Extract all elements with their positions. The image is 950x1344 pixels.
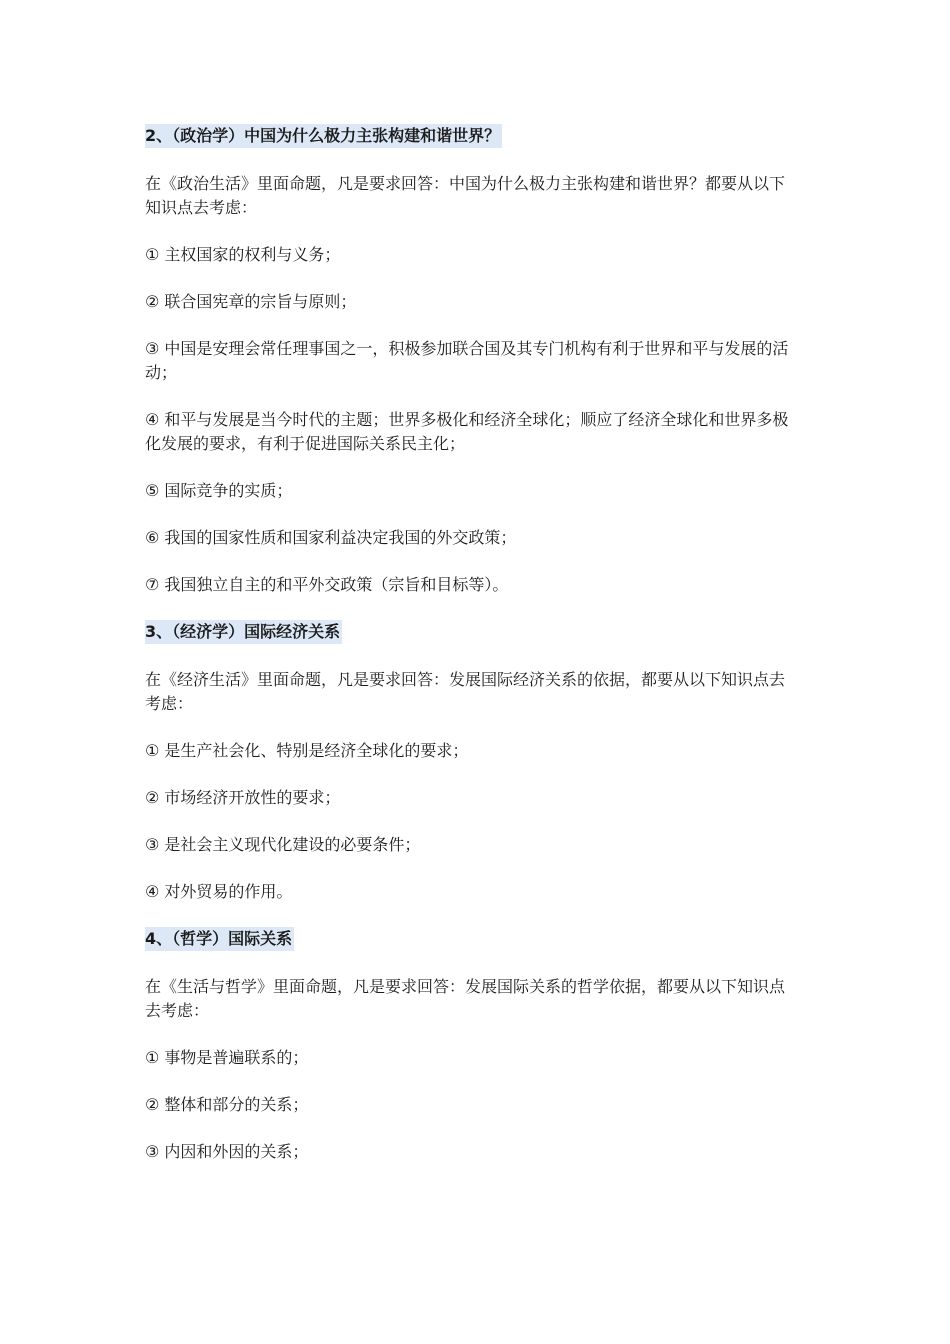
list-item: ① 主权国家的权利与义务；: [145, 245, 341, 264]
list-item: ③ 内因和外因的关系；: [145, 1142, 309, 1161]
list-item: ④ 和平与发展是当今时代的主题；世界多极化和经济全球化；顺应了经济全球化和世界多极化发展的要求，有利于促进国际关系民主化；: [145, 410, 789, 453]
section-philosophy: [145, 927, 800, 1164]
list-item: ② 整体和部分的关系；: [145, 1095, 309, 1114]
section-heading: 2、（政治学）中国为什么极力主张构建和谐世界？: [145, 124, 502, 148]
list-item: ① 事物是普遍联系的；: [145, 1048, 309, 1067]
list-item: ① 是生产社会化、特别是经济全球化的要求；: [145, 741, 469, 760]
section-intro: 在《经济生活》里面命题，凡是要求回答：发展国际经济关系的依据，都要从以下知识点去考虑：: [145, 670, 786, 713]
list-item: ④ 对外贸易的作用。: [145, 882, 293, 901]
section-heading: 3、（经济学）国际经济关系: [145, 620, 342, 644]
list-item: ⑥ 我国的国家性质和国家利益决定我国的外交政策；: [145, 528, 517, 547]
list-item: ② 联合国宪章的宗旨与原则；: [145, 292, 357, 311]
list-item: ② 市场经济开放性的要求；: [145, 788, 341, 807]
list-item: ③ 是社会主义现代化建设的必要条件；: [145, 835, 421, 854]
list-item: ③ 中国是安理会常任理事国之一，积极参加联合国及其专门机构有利于世界和平与发展的活动；: [145, 339, 789, 382]
section-political: [145, 124, 800, 620]
section-intro: 在《政治生活》里面命题，凡是要求回答：中国为什么极力主张构建和谐世界？都要从以下知识点去考虑：: [145, 174, 786, 217]
section-heading: 4、（哲学）国际关系: [145, 927, 294, 951]
section-economic: [145, 620, 800, 927]
section-intro: 在《生活与哲学》里面命题，凡是要求回答：发展国际关系的哲学依据，都要从以下知识点去考虑：: [145, 977, 786, 1020]
list-item: ⑦ 我国独立自主的和平外交政策（宗旨和目标等）。: [145, 575, 509, 594]
list-item: ⑤ 国际竞争的实质；: [145, 481, 293, 500]
document-page: [145, 124, 800, 1164]
